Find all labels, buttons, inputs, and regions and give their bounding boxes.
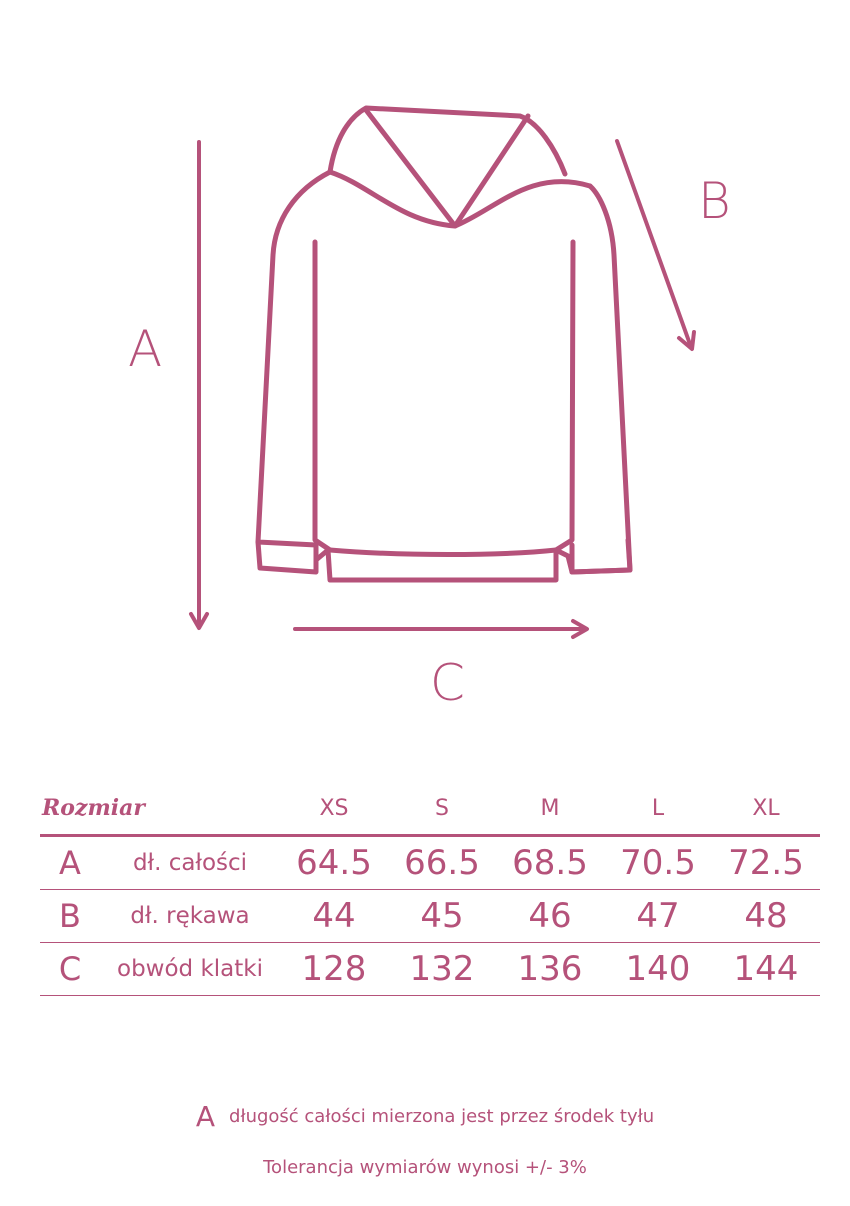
row-value: 140 <box>604 943 712 996</box>
row-value: 70.5 <box>604 836 712 890</box>
row-value: 136 <box>496 943 604 996</box>
row-value: 46 <box>496 890 604 943</box>
table-row <box>40 943 820 996</box>
row-value: 72.5 <box>712 836 820 890</box>
right-cuff <box>572 540 630 572</box>
row-label: obwód klatki <box>100 943 280 996</box>
waistband <box>330 550 556 555</box>
right-sleeve-seam <box>556 242 573 550</box>
row-letter: C <box>40 943 100 996</box>
row-value: 48 <box>712 890 820 943</box>
table-row <box>40 836 820 890</box>
note-letter: A <box>195 1100 216 1133</box>
table-row <box>40 890 820 943</box>
hood-outline <box>330 108 565 174</box>
row-value: 128 <box>280 943 388 996</box>
size-chart-table <box>40 782 820 996</box>
size-table-title: Rozmiar <box>40 782 280 836</box>
row-letter: A <box>40 836 100 890</box>
row-value: 44 <box>280 890 388 943</box>
hood-v-lines <box>366 110 528 226</box>
size-header-xl: XL <box>712 782 820 836</box>
size-header-s: S <box>388 782 496 836</box>
row-label: dł. całości <box>100 836 280 890</box>
row-value: 144 <box>712 943 820 996</box>
size-header-m: M <box>496 782 604 836</box>
dimension-label-a: A <box>128 320 163 378</box>
left-sleeve-seam <box>315 242 330 550</box>
dimension-label-c: C <box>430 654 465 712</box>
tolerance-note: Tolerancja wymiarów wynosi +/- 3% <box>263 1157 587 1178</box>
dimension-label-b: B <box>698 172 731 230</box>
row-value: 66.5 <box>388 836 496 890</box>
size-header-l: L <box>604 782 712 836</box>
row-letter: B <box>40 890 100 943</box>
size-header-row <box>40 782 820 836</box>
row-value: 68.5 <box>496 836 604 890</box>
row-value: 47 <box>604 890 712 943</box>
row-value: 132 <box>388 943 496 996</box>
row-value: 64.5 <box>280 836 388 890</box>
row-label: dł. rękawa <box>100 890 280 943</box>
row-value: 45 <box>388 890 496 943</box>
size-header-xs: XS <box>280 782 388 836</box>
length-note <box>0 1100 850 1133</box>
note-text: długość całości mierzona jest przez środek tyłu <box>229 1106 655 1127</box>
arrow-b-line <box>617 141 691 347</box>
